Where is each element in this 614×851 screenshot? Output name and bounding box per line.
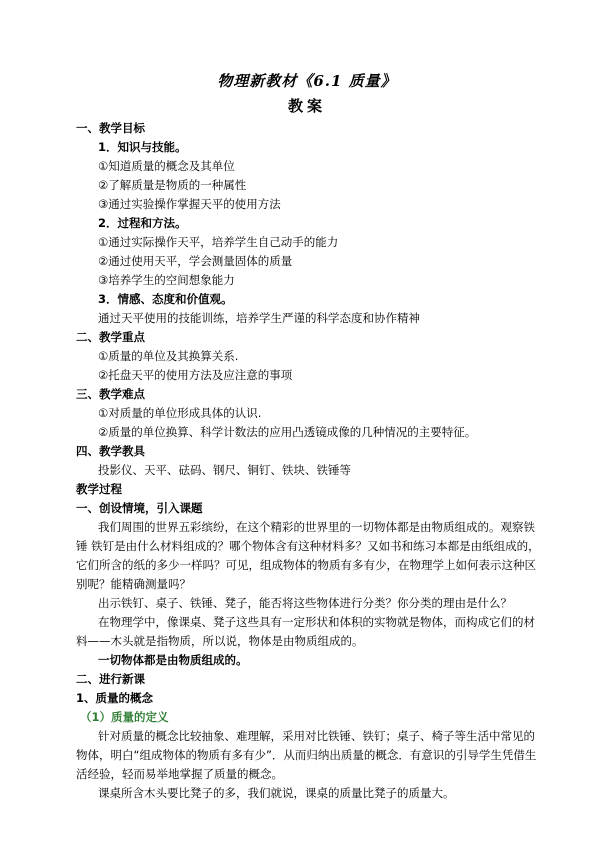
section-heading-process: 教学过程: [76, 482, 122, 496]
paragraph-line: 活经验，轻而易举地掌握了质量的概念。: [76, 767, 283, 781]
list-item: ③通过实验操作掌握天平的使用方法: [98, 197, 281, 211]
document-title: 物理新教材《6.1 质量》: [217, 72, 397, 90]
section-heading-objectives: 一、教学目标: [76, 121, 145, 135]
paragraph-line: 料——木头就是指物质，所以说，物体是由物质组成的。: [76, 634, 364, 648]
section-heading-new-lesson: 二、进行新课: [76, 672, 145, 686]
list-item: ①通过实际操作天平，培养学生自己动手的能力: [98, 235, 339, 249]
list-item: ②托盘天平的使用方法及应注意的事项: [98, 368, 293, 382]
section-heading-difficulties: 三、教学难点: [76, 387, 145, 401]
paragraph-line: 我们周围的世界五彩缤纷，在这个精彩的世界里的一切物体都是由物质组成的。观察铁: [98, 520, 535, 534]
paragraph-line: 投影仪、天平、砝码、钢尺、铜钉、铁块、铁锤等: [98, 463, 351, 477]
list-item: ①知道质量的概念及其单位: [98, 159, 235, 173]
section-heading-key-points: 二、教学重点: [76, 330, 145, 344]
subheading-knowledge: 1．知识与技能。: [98, 140, 187, 154]
list-item: ①质量的单位及其换算关系.: [98, 349, 239, 363]
section-heading-tools: 四、教学教具: [76, 444, 145, 458]
paragraph-line: 在物理学中，像课桌、凳子这些具有一定形状和体积的实物就是物体，而构成它们的材: [98, 615, 535, 629]
list-item: ②了解质量是物质的一种属性: [98, 178, 247, 192]
subheading-process: 2．过程和方法。: [98, 216, 187, 230]
subheading-mass-definition: （1）质量的定义: [80, 710, 169, 724]
paragraph-line: 出示铁钉、桌子、铁锤、凳子，能否将这些物体进行分类？你分类的理由是什么？: [98, 596, 512, 610]
list-item: ①对质量的单位形成具体的认识.: [98, 406, 262, 420]
list-item: ②质量的单位换算、科学计数法的应用凸透镜成像的几种情况的主要特征。: [98, 425, 477, 439]
subheading-mass-concept: 1、质量的概念: [76, 691, 154, 705]
paragraph-line: 课桌所含木头要比凳子的多，我们就说，课桌的质量比凳子的质量大。: [98, 786, 455, 800]
subheading-attitude: 3．情感、态度和价值观。: [98, 292, 233, 306]
list-item: ②通过使用天平，学会测量固体的质量: [98, 254, 293, 268]
paragraph-line: 它们所含的纸的多少一样吗？可见，组成物体的物质有多有少，在物理学上如何表示这种区: [76, 558, 536, 572]
section-heading-scenario: 一、创设情境，引入课题: [76, 501, 203, 515]
list-item: ③培养学生的空间想象能力: [98, 273, 235, 287]
paragraph-line: 锤 铁钉是由什么材料组成的？哪个物体含有这种材料多？又如书和练习本都是由纸组成的，: [76, 539, 540, 553]
paragraph-line: 针对质量的概念比较抽象、难理解，采用对比铁锤、铁钉；桌子、椅子等生活中常见的: [98, 729, 535, 743]
paragraph-line: 别呢？能精确测量吗？: [76, 577, 191, 591]
paragraph-line: 物体，明白“组成物体的物质有多有少”．从而归纳出质量的概念．有意识的引导学生凭借生: [76, 748, 537, 762]
paragraph-line: 通过天平使用的技能训练，培养学生严谨的科学态度和协作精神: [98, 311, 420, 325]
document-subtitle: 教案: [287, 97, 326, 115]
key-statement: 一切物体都是由物质组成的。: [98, 653, 248, 667]
